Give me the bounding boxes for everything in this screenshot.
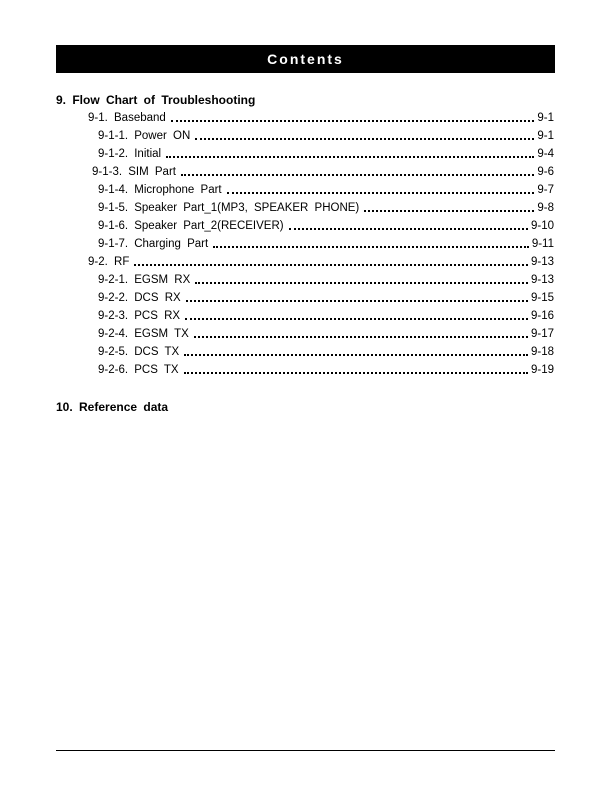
dot-leader — [227, 192, 535, 194]
dot-leader — [213, 246, 529, 248]
toc-entry-page: 9-1 — [537, 112, 554, 124]
toc-entry-label: 9-2. RF — [88, 256, 130, 268]
toc-entry-charging-part[interactable] — [98, 235, 554, 251]
toc-entry-baseband[interactable] — [88, 109, 554, 125]
toc-entry-speaker-part-2[interactable] — [98, 217, 554, 233]
contents-header-bar — [56, 45, 555, 73]
toc-entry-page: 9-13 — [530, 274, 554, 286]
toc-entry-page: 9-4 — [537, 148, 554, 160]
dot-leader — [289, 228, 528, 230]
toc-entry-dcs-tx[interactable] — [98, 343, 554, 359]
dot-leader — [186, 300, 528, 302]
section-heading-flow-chart: 9. Flow Chart of Troubleshooting — [56, 93, 256, 107]
dot-leader — [134, 264, 528, 266]
toc-entry-speaker-part-1[interactable] — [98, 199, 554, 215]
toc-entry-label: 9-2-3. PCS RX — [98, 310, 181, 322]
toc-entry-label: 9-2-4. EGSM TX — [98, 328, 189, 340]
dot-leader — [181, 174, 534, 176]
toc-entry-power-on[interactable] — [98, 127, 554, 143]
dot-leader — [364, 210, 534, 212]
toc-entry-label: 9-1-3. SIM Part — [92, 166, 176, 178]
toc-entry-label: 9-1-6. Speaker Part_2(RECEIVER) — [98, 220, 284, 232]
dot-leader — [195, 138, 534, 140]
toc-entry-microphone-part[interactable] — [98, 181, 554, 197]
toc-entry-label: 9-1-1. Power ON — [98, 130, 191, 142]
toc-entry-label: 9-2-5. DCS TX — [98, 346, 180, 358]
toc-entry-page: 9-1 — [537, 130, 554, 142]
toc-entry-initial[interactable] — [98, 145, 554, 161]
footer-rule — [56, 750, 555, 751]
toc-entry-label: 9-1-5. Speaker Part_1(MP3, SPEAKER PHONE) — [98, 202, 360, 214]
dot-leader — [166, 156, 534, 158]
toc-entry-page: 9-16 — [530, 310, 554, 322]
toc-entry-page: 9-13 — [530, 256, 554, 268]
toc-entry-label: 9-2-1. EGSM RX — [98, 274, 191, 286]
toc-entry-label: 9-2-2. DCS RX — [98, 292, 181, 304]
toc-entry-page: 9-6 — [537, 166, 554, 178]
toc-entry-page: 9-18 — [530, 346, 554, 358]
toc-entry-label: 9-1-7. Charging Part — [98, 238, 209, 250]
toc-entry-egsm-rx[interactable] — [98, 271, 554, 287]
toc-entry-page: 9-15 — [530, 292, 554, 304]
contents-title: Contents — [267, 51, 344, 67]
toc-entry-page: 9-11 — [531, 238, 554, 250]
toc-entry-sim-part[interactable] — [92, 163, 554, 179]
dot-leader — [195, 282, 528, 284]
toc-entry-page: 9-10 — [530, 220, 554, 232]
dot-leader — [184, 354, 528, 356]
section-heading-reference-data: 10. Reference data — [56, 400, 169, 414]
toc-entry-pcs-rx[interactable] — [98, 307, 554, 323]
toc-entry-dcs-rx[interactable] — [98, 289, 554, 305]
toc-entry-label: 9-1-4. Microphone Part — [98, 184, 222, 196]
toc-entry-page: 9-7 — [537, 184, 554, 196]
dot-leader — [171, 120, 535, 122]
toc-entry-rf[interactable] — [88, 253, 554, 269]
toc-entry-pcs-tx[interactable] — [98, 361, 554, 377]
toc-entry-page: 9-17 — [530, 328, 554, 340]
dot-leader — [194, 336, 528, 338]
toc-entry-label: 9-1-2. Initial — [98, 148, 162, 160]
toc-entry-page: 9-19 — [530, 364, 554, 376]
toc-entry-egsm-tx[interactable] — [98, 325, 554, 341]
toc-entry-label: 9-1. Baseband — [88, 112, 166, 124]
toc-entry-label: 9-2-6. PCS TX — [98, 364, 179, 376]
dot-leader — [185, 318, 528, 320]
toc-entry-page: 9-8 — [537, 202, 554, 214]
dot-leader — [184, 372, 528, 374]
